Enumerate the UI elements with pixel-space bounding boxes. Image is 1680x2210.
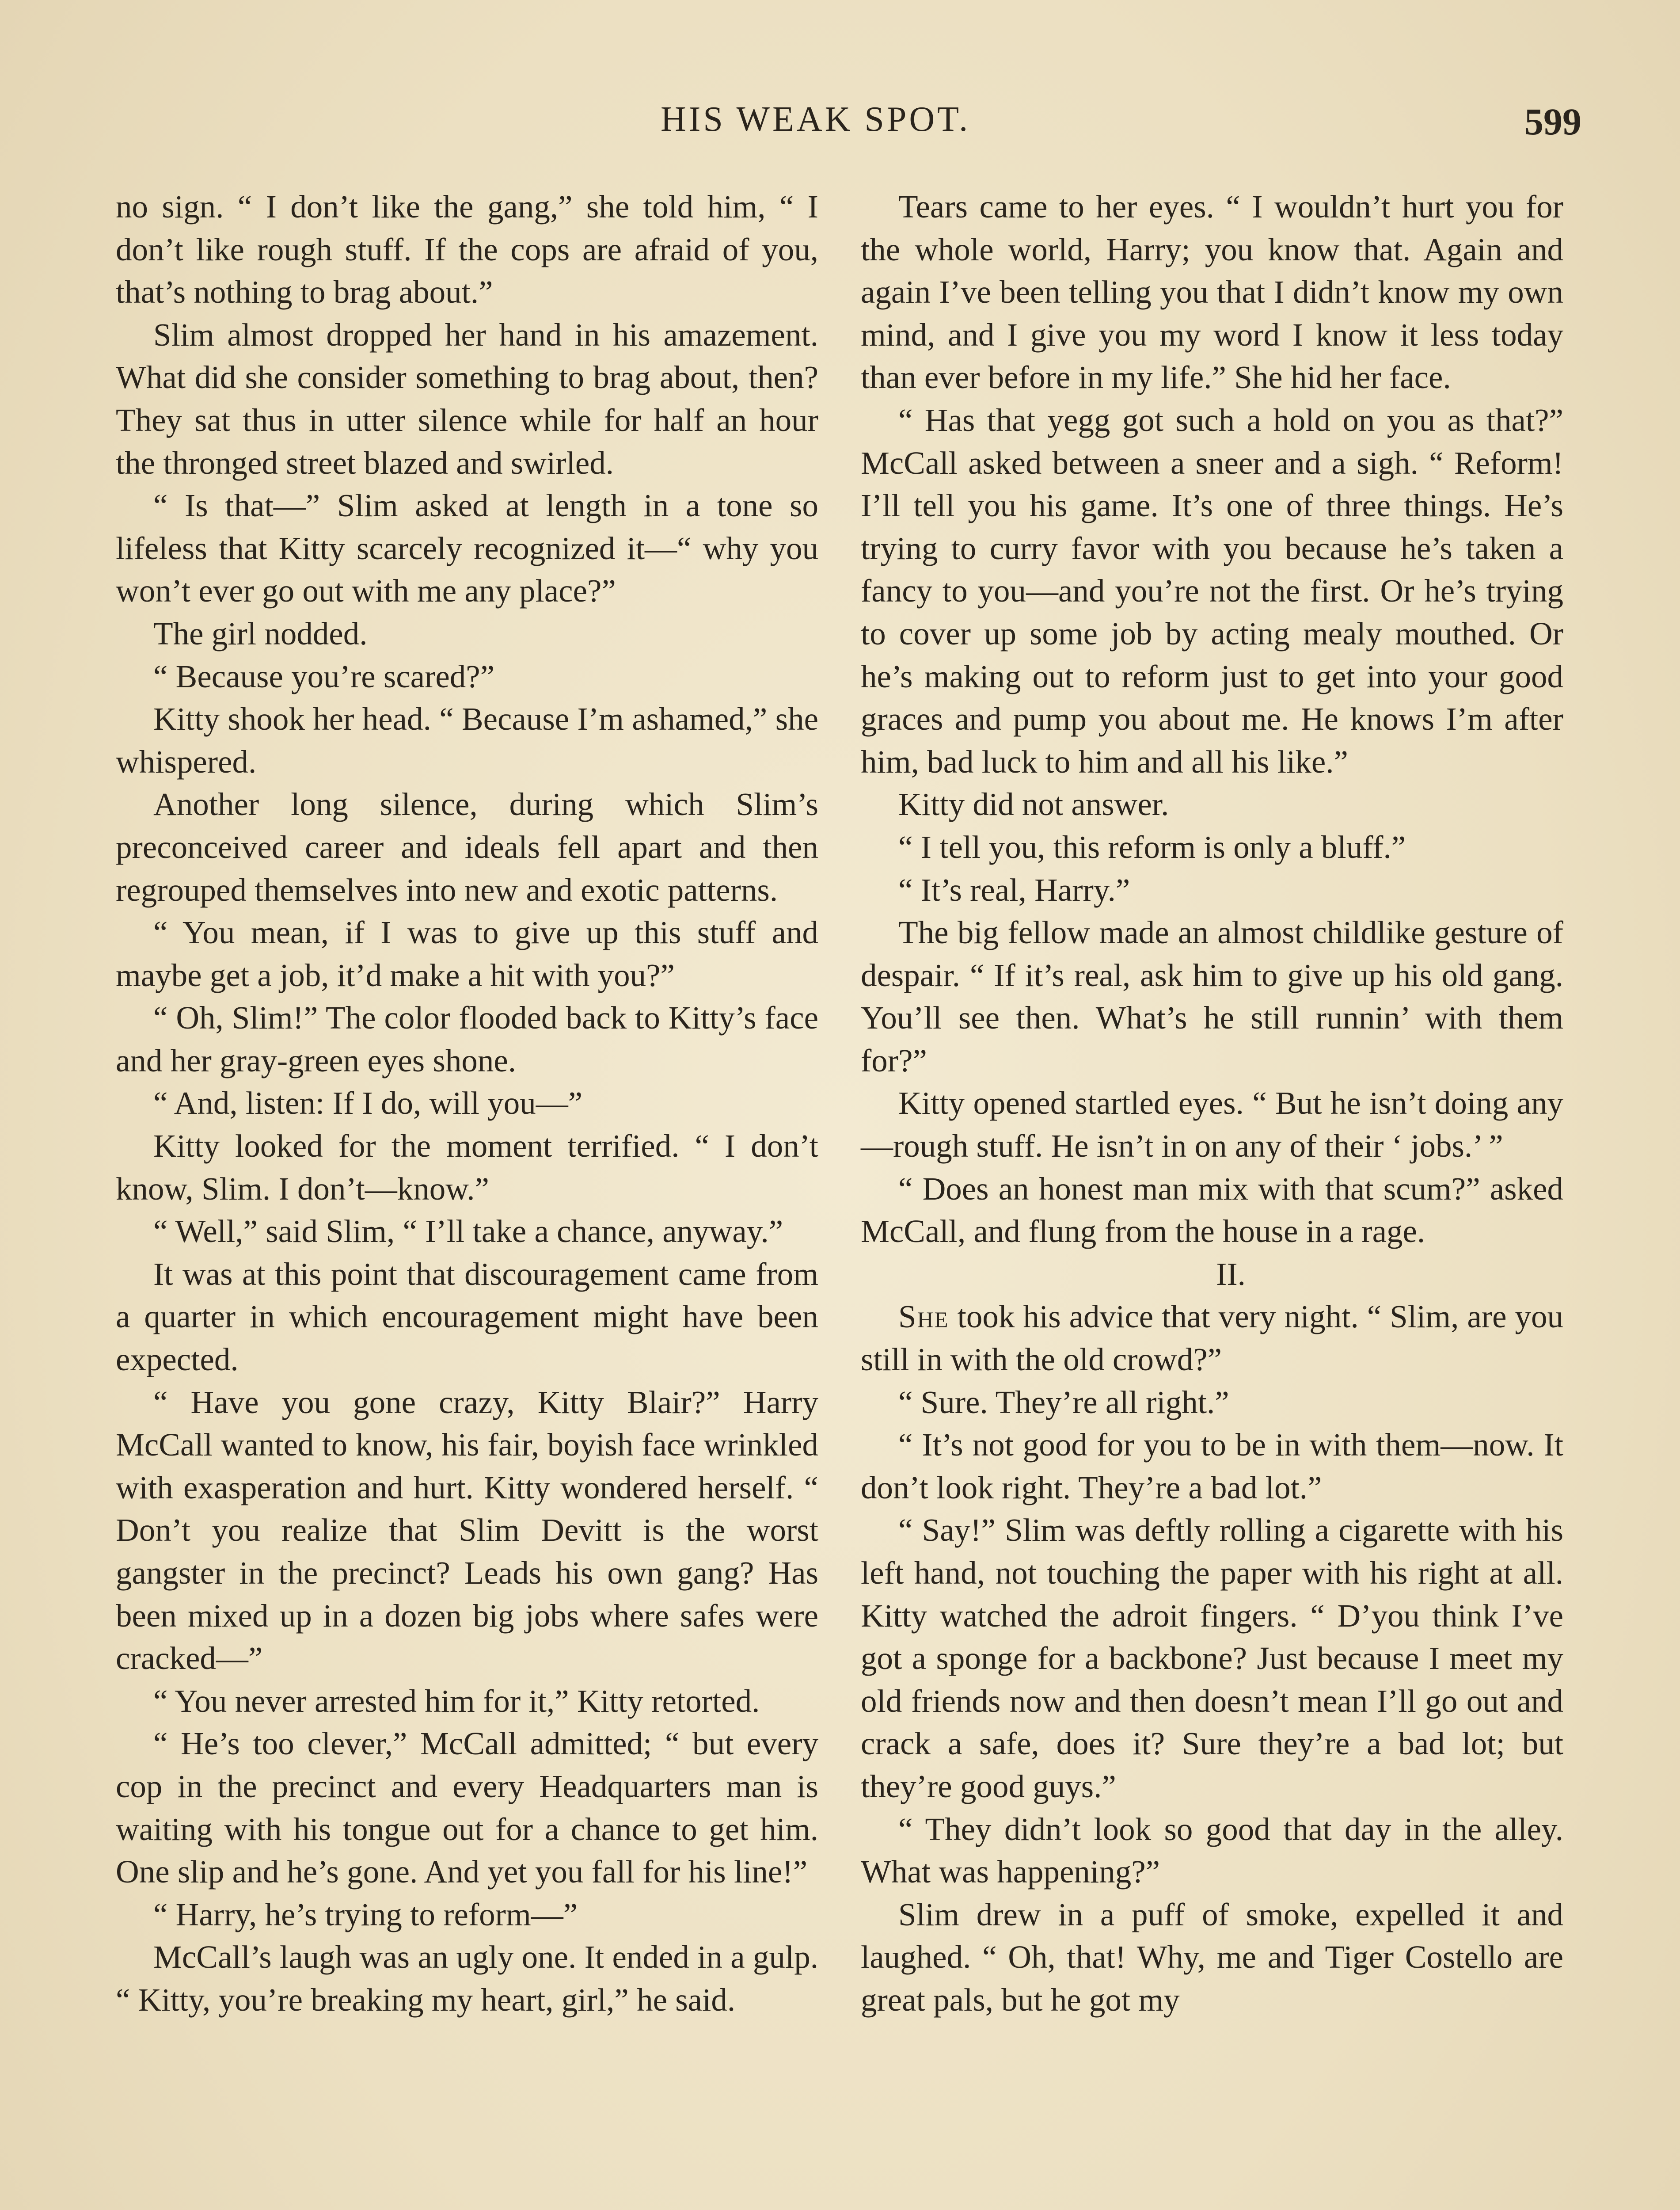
- paragraph: “ They didn’t look so good that day in the alley. What was happening?”: [861, 1811, 1563, 1890]
- paragraph: The big fellow made an almost childlike gesture of despair. “ If it’s real, ask him to give up his old gang. You’ll see then. What’s he still runnin’ with them for?”: [861, 914, 1563, 1078]
- paragraph: “ Because you’re scared?”: [153, 658, 495, 694]
- section-lead-word: She: [898, 1299, 949, 1335]
- paragraph: “ Sure. They’re all right.”: [898, 1384, 1229, 1420]
- paragraph: no sign. “ I don’t like the gang,” she told him, “ I don’t like rough stuff. If the cops are afraid of you, that’s nothing to brag about.”: [116, 189, 818, 310]
- paragraph: “ Oh, Slim!” The color flooded back to Kitty’s face and her gray-green eyes shone.: [116, 1000, 818, 1078]
- paragraph: “ You mean, if I was to give up this stuff and maybe get a job, it’d make a hit with you?”: [116, 914, 818, 993]
- running-head: HIS WEAK SPOT.: [661, 100, 971, 139]
- paragraph: Kitty shook her head. “ Because I’m ashamed,” she whispered.: [116, 701, 818, 780]
- paragraph: “ And, listen: If I do, will you—”: [153, 1085, 583, 1121]
- paragraph: “ He’s too clever,” McCall admitted; “ but every cop in the precinct and every Headquarters man is waiting with his tongue out for a chance to get him. One slip and he’s gone. And yet you fall for his line!”: [116, 1726, 818, 1890]
- right-column: [861, 186, 1563, 2022]
- paragraph: The girl nodded.: [153, 615, 368, 652]
- section-first-text: took his advice that very night. “ Slim, are you still in with the old crowd?”: [861, 1299, 1563, 1378]
- paragraph: [861, 1296, 1563, 1381]
- paragraph: Kitty opened startled eyes. “ But he isn’t doing any—rough stuff. He isn’t in on any of their ‘ jobs.’ ”: [861, 1085, 1563, 1164]
- paragraph: Tears came to her eyes. “ I wouldn’t hurt you for the whole world, Harry; you know that. Again and again I’ve been telling you that I didn’t know my own mind, and I give you my word I know it less today than ever before in my life.” She hid her face.: [861, 189, 1563, 396]
- paragraph: Kitty looked for the moment terrified. “ I don’t know, Slim. I don’t—know.”: [116, 1128, 818, 1207]
- left-column: [116, 186, 818, 2022]
- paragraph: “ Have you gone crazy, Kitty Blair?” Harry McCall wanted to know, his fair, boyish face wrinkled with exasperation and hurt. Kitty wondered herself. “ Don’t you realize that Slim Devitt is the worst gangster in the precinct? Leads his own gang? Has been mixed up in a dozen big jobs where safes were cracked—”: [116, 1384, 818, 1677]
- paragraph: “ It’s real, Harry.”: [898, 872, 1130, 908]
- paragraph: “ Harry, he’s trying to reform—”: [153, 1896, 578, 1932]
- page-number: 599: [1524, 100, 1581, 143]
- paragraph: “ Has that yegg got such a hold on you as that?” McCall asked between a sneer and a sigh. “ Reform! I’ll tell you his game. It’s one of three things. He’s trying to curry favor with you because he’s taken a fancy to you—and you’re not the first. Or he’s trying to cover up some job by acting mealy mouthed. Or he’s making out to reform just to get into your good graces and pump you about me. He knows I’m after him, bad luck to him and all his like.”: [861, 402, 1563, 780]
- paragraph: Kitty did not answer.: [898, 786, 1169, 823]
- paragraph: It was at this point that discouragement came from a quarter in which encouragement might have been expected.: [116, 1256, 818, 1378]
- paragraph: “ Does an honest man mix with that scum?” asked McCall, and flung from the house in a rage.: [861, 1170, 1563, 1250]
- paragraph: Slim almost dropped her hand in his amazement. What did she consider something to brag about, then? They sat thus in utter silence while for half an hour the thronged street blazed and swirled.: [116, 316, 818, 481]
- page-header: [0, 99, 1680, 148]
- paragraph: Another long silence, during which Slim’s preconceived career and ideals fell apart and then regrouped themselves into new and exotic patterns.: [116, 786, 818, 908]
- paragraph: Slim drew in a puff of smoke, expelled it and laughed. “ Oh, that! Why, me and Tiger Costello are great pals, but he got my: [861, 1896, 1563, 2018]
- section-heading: II.: [1216, 1256, 1246, 1292]
- paragraph: “ I tell you, this reform is only a bluff.”: [898, 829, 1406, 865]
- paragraph: McCall’s laugh was an ugly one. It ended in a gulp. “ Kitty, you’re breaking my heart, girl,” he said.: [116, 1939, 818, 2018]
- paragraph: “ Is that—” Slim asked at length in a tone so lifeless that Kitty scarcely recognized it—“ why you won’t ever go out with me any place?”: [116, 488, 818, 609]
- paragraph: “ It’s not good for you to be in with them—now. It don’t look right. They’re a bad lot.”: [861, 1427, 1563, 1505]
- paragraph: “ Say!” Slim was deftly rolling a cigarette with his left hand, not touching the paper with his right at all. Kitty watched the adroit fingers. “ D’you think I’ve got a sponge for a backbone? Just because I meet my old friends now and then doesn’t mean I’ll go out and crack a safe, does it? Sure they’re a bad lot; but they’re good guys.”: [861, 1512, 1563, 1804]
- paragraph: “ Well,” said Slim, “ I’ll take a chance, anyway.”: [153, 1213, 783, 1250]
- paragraph: “ You never arrested him for it,” Kitty retorted.: [153, 1683, 760, 1719]
